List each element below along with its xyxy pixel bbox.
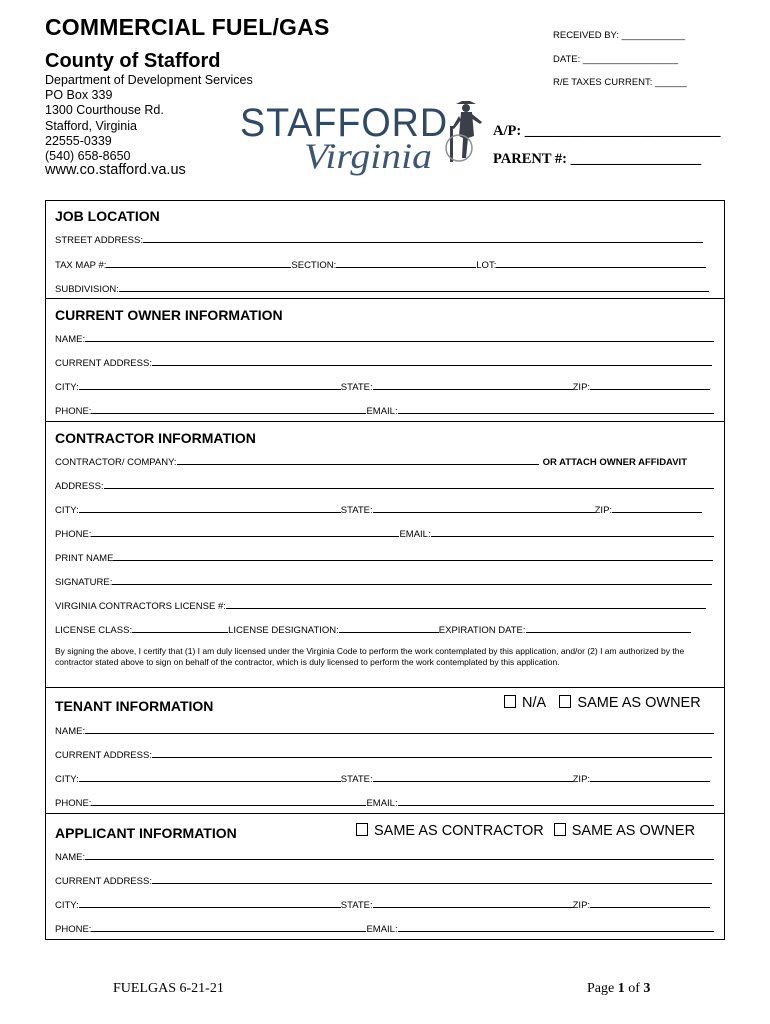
- county-name: County of Stafford: [45, 50, 221, 72]
- signature-field[interactable]: [55, 575, 714, 588]
- na-label: N/A: [522, 695, 546, 711]
- field-label: EMAIL:: [366, 798, 398, 809]
- contractor-address-field[interactable]: [55, 479, 714, 492]
- field-label: EMAIL:: [399, 529, 431, 540]
- field-label: LICENSE DESIGNATION:: [228, 625, 339, 636]
- field-label: SIGNATURE:: [55, 577, 113, 588]
- field-label: CITY:: [55, 505, 79, 516]
- job-location-section: [45, 200, 725, 299]
- field-label: NAME:: [55, 852, 86, 863]
- field-label: STATE:: [340, 774, 373, 785]
- contractor-city-field[interactable]: [55, 503, 714, 516]
- page-total: 3: [643, 981, 651, 996]
- contractor-company-field[interactable]: [55, 455, 714, 468]
- department-address: [45, 73, 253, 164]
- same-as-owner-label: SAME AS OWNER: [577, 695, 701, 711]
- field-label: EMAIL:: [366, 924, 398, 935]
- same-as-contractor-label: SAME AS CONTRACTOR: [374, 823, 544, 839]
- tenant-options: [504, 695, 701, 711]
- field-label: CITY:: [55, 774, 79, 785]
- tax-map-field[interactable]: [55, 258, 714, 271]
- owner-name-field[interactable]: [55, 332, 714, 345]
- field-label: CURRENT ADDRESS:: [55, 876, 152, 887]
- street-address-field[interactable]: [55, 233, 714, 246]
- address-line: Department of Development Services: [45, 73, 253, 87]
- received-by-field[interactable]: RECEIVED BY: ____________: [553, 30, 686, 41]
- owner-address-field[interactable]: [55, 356, 714, 369]
- applicant-city-field[interactable]: [55, 898, 714, 911]
- section-title: JOB LOCATION: [55, 208, 160, 224]
- license-number-field[interactable]: [55, 599, 714, 612]
- field-label: EMAIL:: [366, 406, 398, 417]
- field-label: PHONE:: [55, 798, 92, 809]
- logo-script: Virginia: [304, 136, 432, 176]
- tenant-section: [45, 687, 725, 814]
- field-label: ZIP:: [572, 900, 591, 911]
- field-label: PHONE:: [55, 924, 92, 935]
- field-label: ZIP:: [594, 505, 613, 516]
- tenant-address-field[interactable]: [55, 748, 714, 761]
- field-label: EXPIRATION DATE:: [438, 625, 526, 636]
- field-label: CURRENT ADDRESS:: [55, 358, 152, 369]
- re-taxes-field[interactable]: R/E TAXES CURRENT: ______: [553, 77, 687, 88]
- field-label: CITY:: [55, 382, 79, 393]
- field-label: CURRENT ADDRESS:: [55, 750, 152, 761]
- field-label: ZIP:: [572, 774, 591, 785]
- field-label: ZIP:: [572, 382, 591, 393]
- owner-city-field[interactable]: [55, 380, 714, 393]
- logo-wheel-icon: [446, 135, 472, 161]
- field-label: NAME:: [55, 334, 86, 345]
- page-prefix: Page: [587, 981, 618, 996]
- field-label: LOT:: [476, 260, 497, 271]
- page-indicator: [587, 981, 650, 997]
- affidavit-note: OR ATTACH OWNER AFFIDAVIT: [542, 457, 687, 468]
- owner-phone-field[interactable]: [55, 404, 714, 417]
- applicant-options: [356, 823, 695, 839]
- form-title: COMMERCIAL FUEL/GAS: [45, 14, 330, 40]
- field-label: PRINT NAME: [55, 553, 114, 564]
- section-title: CURRENT OWNER INFORMATION: [55, 307, 283, 323]
- field-label: PHONE:: [55, 406, 92, 417]
- applicant-section: [45, 813, 725, 940]
- field-label: PHONE:: [55, 529, 92, 540]
- page-of: of: [624, 981, 644, 996]
- field-label: STATE:: [340, 382, 373, 393]
- ap-field[interactable]: A/P: ___________________________: [493, 123, 721, 139]
- applicant-name-field[interactable]: [55, 850, 714, 863]
- stafford-virginia-logo: [238, 96, 488, 186]
- address-line: Stafford, Virginia: [45, 118, 137, 133]
- field-label: STATE:: [340, 900, 373, 911]
- page-current: 1: [617, 981, 625, 996]
- same-as-owner-checkbox[interactable]: [554, 823, 566, 836]
- field-label: ADDRESS:: [55, 481, 104, 492]
- address-line: (540) 658-8650: [45, 149, 131, 164]
- na-checkbox[interactable]: [504, 695, 516, 708]
- date-field[interactable]: DATE: __________________: [553, 54, 679, 65]
- website-link[interactable]: www.co.stafford.va.us: [45, 162, 186, 178]
- same-as-owner-checkbox[interactable]: [559, 695, 571, 708]
- field-label: TAX MAP #:: [55, 260, 107, 271]
- subdivision-field[interactable]: [55, 282, 714, 295]
- field-label: STREET ADDRESS:: [55, 235, 143, 246]
- address-line: 1300 Courthouse Rd.: [45, 103, 164, 118]
- field-label: SUBDIVISION:: [55, 284, 119, 295]
- field-label: CONTRACTOR/ COMPANY:: [55, 457, 177, 468]
- owner-section: [45, 298, 725, 422]
- certification-text: By signing the above, I certify that (1) I am duly licensed under the Virginia Code to perform the work contemplated by this application, and/or (2) I am authorized by the contractor stated above to sign on behalf of the contractor, which is duly licensed to perform the work contemplated by this application.: [55, 646, 685, 667]
- contractor-phone-field[interactable]: [55, 527, 714, 540]
- form-id: FUELGAS 6-21-21: [113, 981, 224, 996]
- tenant-name-field[interactable]: [55, 724, 714, 737]
- applicant-phone-field[interactable]: [55, 922, 714, 935]
- field-label: NAME:: [55, 726, 86, 737]
- section-title: TENANT INFORMATION: [55, 698, 214, 714]
- license-class-field[interactable]: [55, 623, 714, 636]
- tenant-city-field[interactable]: [55, 772, 714, 785]
- applicant-address-field[interactable]: [55, 874, 714, 887]
- address-line: 22555-0339: [45, 133, 112, 148]
- section-title: CONTRACTOR INFORMATION: [55, 430, 256, 446]
- print-name-field[interactable]: [55, 551, 714, 564]
- contractor-section: [45, 421, 725, 688]
- field-label: VIRGINIA CONTRACTORS LICENSE #:: [55, 601, 226, 612]
- field-label: SECTION:: [291, 260, 337, 271]
- tenant-phone-field[interactable]: [55, 796, 714, 809]
- field-label: CITY:: [55, 900, 79, 911]
- field-label: STATE:: [340, 505, 373, 516]
- address-line: PO Box 339: [45, 88, 113, 103]
- horseman-silhouette-icon: [450, 101, 482, 162]
- section-title: APPLICANT INFORMATION: [55, 825, 237, 841]
- logo-wordmark: STAFFORD: [240, 101, 448, 145]
- field-label: LICENSE CLASS:: [55, 625, 133, 636]
- same-as-contractor-checkbox[interactable]: [356, 823, 368, 836]
- same-as-owner-label: SAME AS OWNER: [571, 823, 696, 839]
- parent-field[interactable]: PARENT #: __________________: [493, 151, 702, 167]
